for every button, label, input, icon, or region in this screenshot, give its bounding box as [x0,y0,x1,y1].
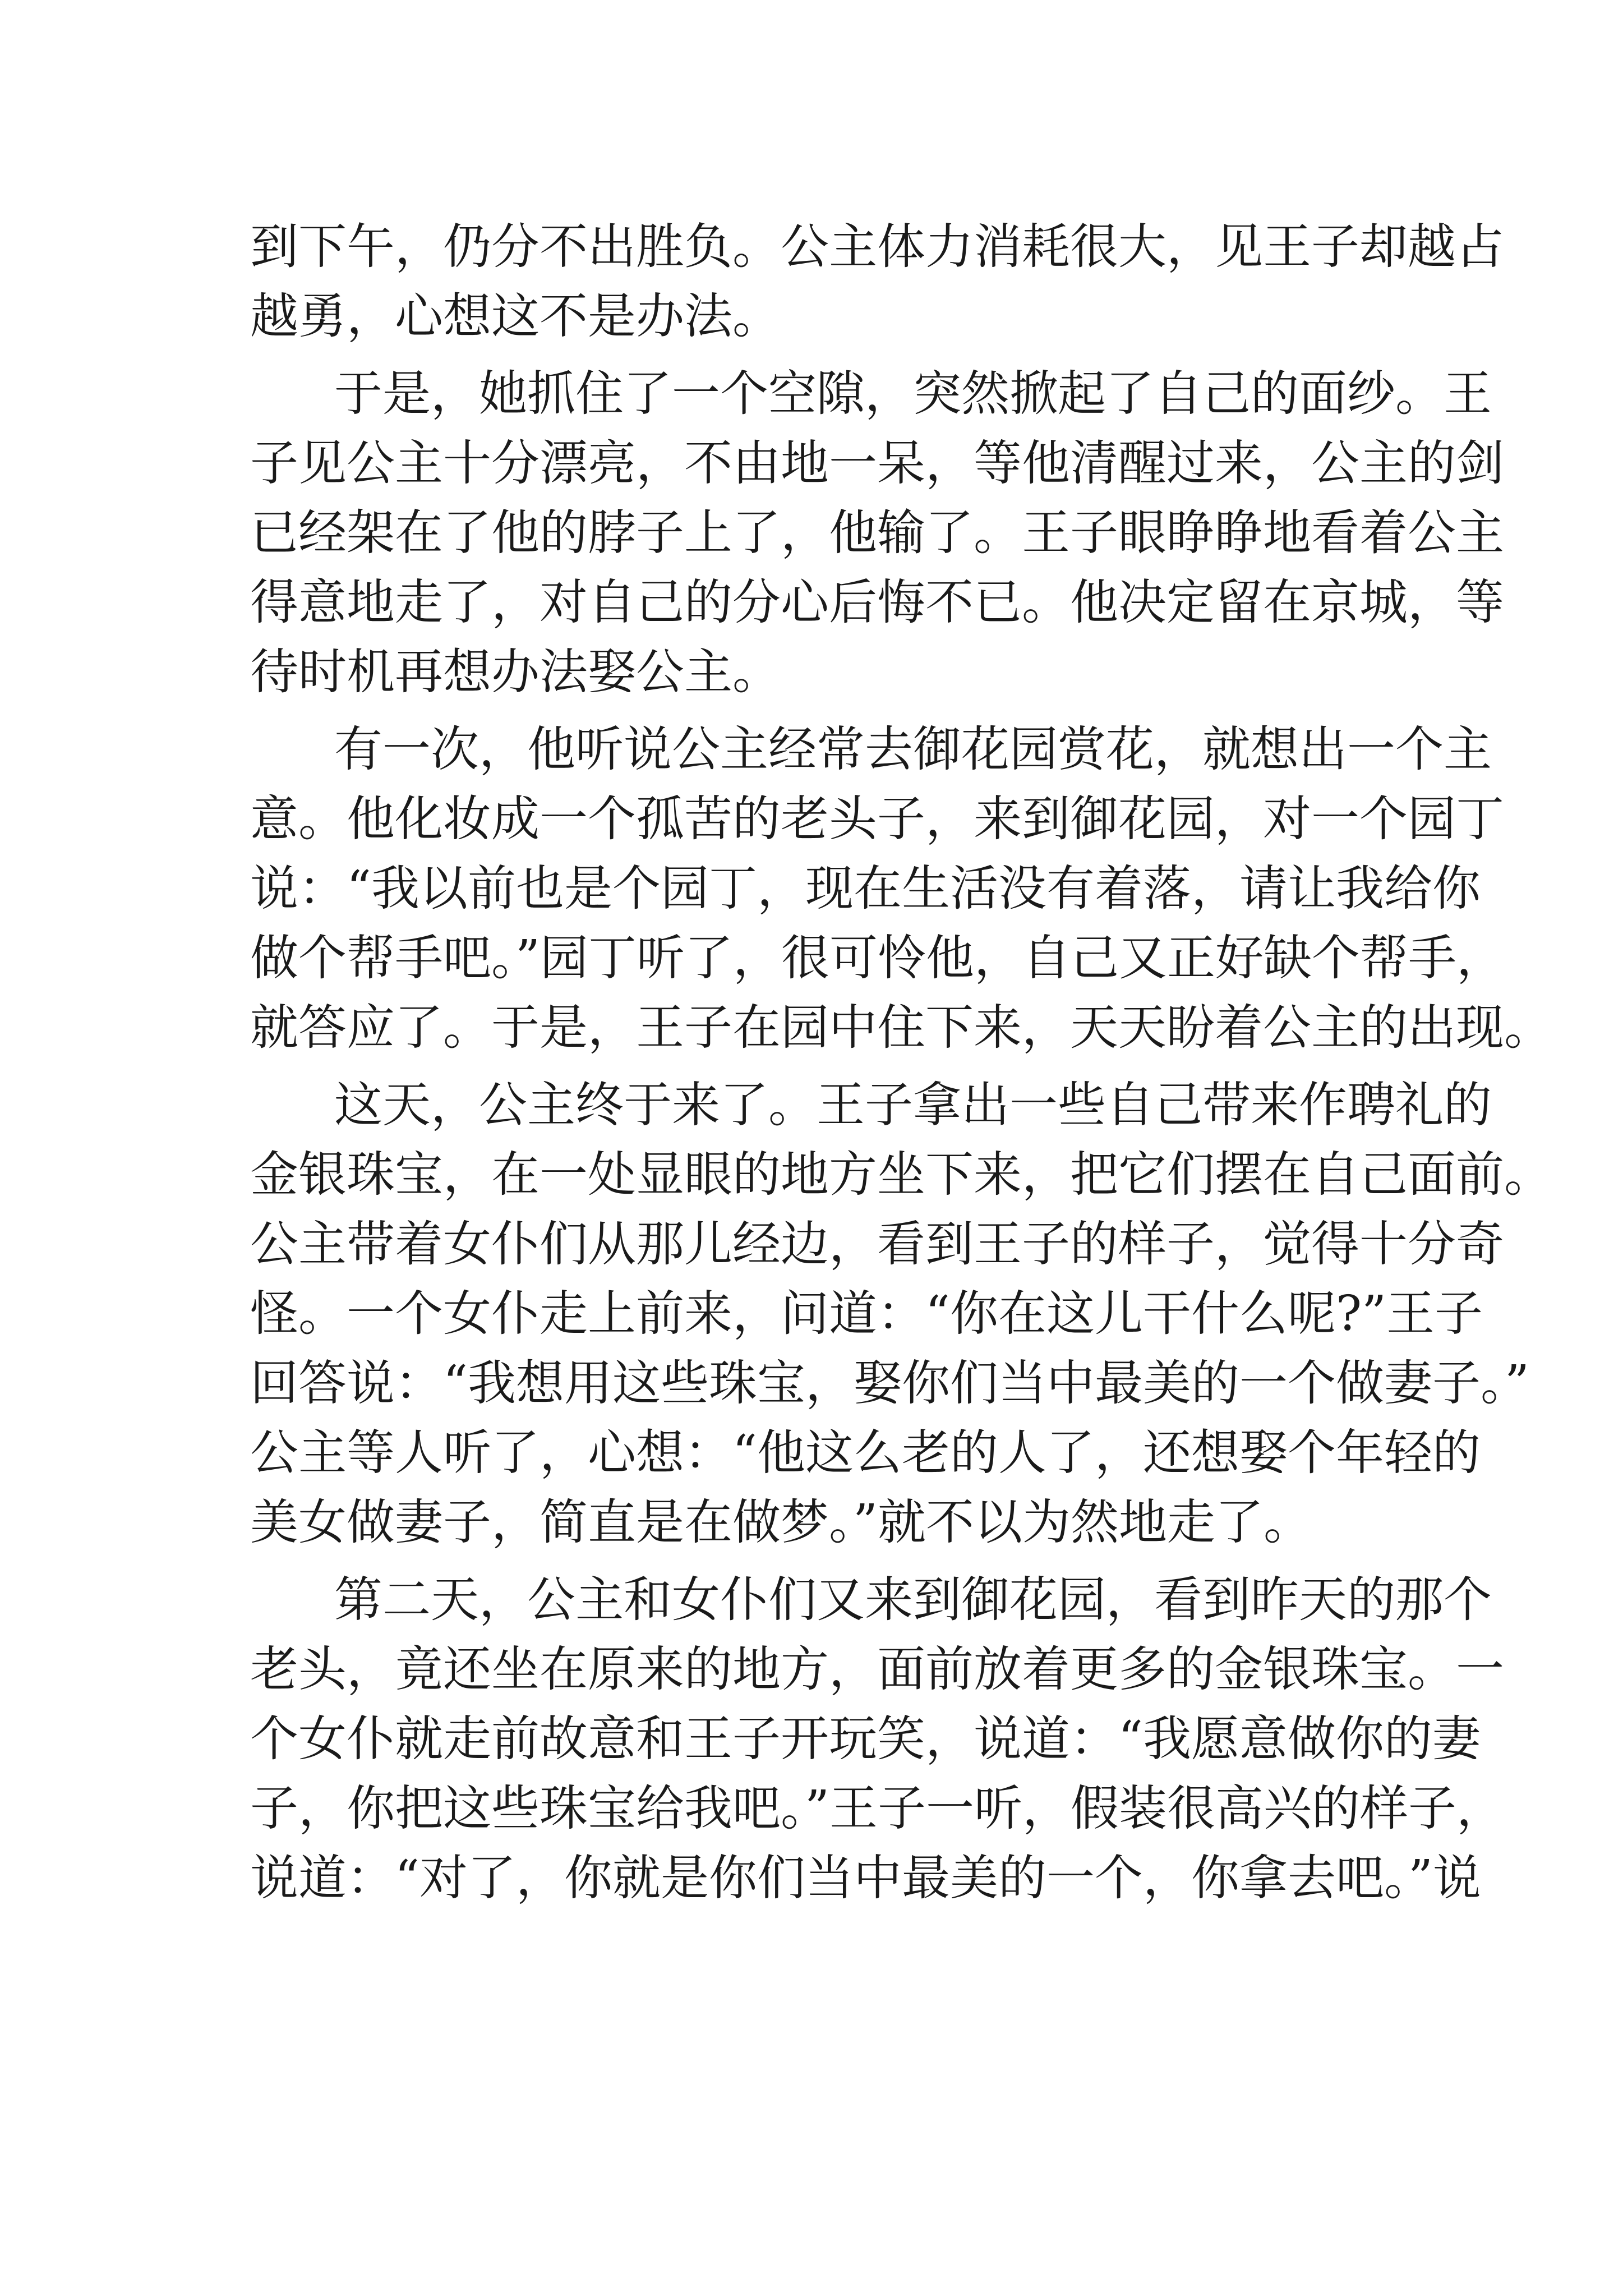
paragraph-start-line: 于是，她抓住了一个空隙，突然掀起了自己的面纱。王 [334,366,1492,422]
paragraph-start-line: 有一次，他听说公主经常去御花园赏花，就想出一个主 [334,721,1492,777]
text-line: 美女做妻子，简直是在做梦。”就不以为然地走了。 [250,1494,1312,1550]
paragraph-start-line: 这天，公主终于来了。王子拿出一些自己带来作聘礼的 [334,1077,1492,1133]
text-line: 越勇，心想这不是办法。 [250,288,781,344]
text-line: 做个帮手吧。”园丁听了，很可怜他，自己又正好缺个帮手， [250,930,1505,986]
paragraph-start-line: 第二天，公主和女仆们又来到御花园，看到昨天的那个 [334,1572,1492,1628]
story-text [250,212,1552,1913]
text-line: 子见公主十分漂亮，不由地一呆，等他清醒过来，公主的剑 [250,435,1504,491]
text-line: 到下午，仍分不出胜负。公主体力消耗很大，见王子却越占 [250,219,1504,275]
text-line: 说：“我以前也是个园丁，现在生活没有着落，请让我给你 [250,861,1481,917]
text-line: 金银珠宝，在一处显眼的地方坐下来，把它们摆在自己面前。 [250,1147,1552,1203]
text-line: 回答说：“我想用这些珠宝，娶你们当中最美的一个做妻子。” [250,1355,1529,1411]
text-line: 就答应了。于是，王子在园中住下来，天天盼着公主的出现。 [250,1000,1552,1056]
text-line: 待时机再想办法娶公主。 [250,644,781,700]
text-line: 公主带着女仆们从那儿经边，看到王子的样子，觉得十分奇 [250,1216,1504,1272]
text-line: 已经架在了他的脖子上了，他输了。王子眼睁睁地看着公主 [250,505,1504,561]
text-line: 子，你把这些珠宝给我吧。”王子一听，假装很高兴的样子， [250,1780,1505,1837]
text-line: 个女仆就走前故意和王子开玩笑，说道：“我愿意做你的妻 [250,1711,1481,1767]
text-line: 意。他化妆成一个孤苦的老头子，来到御花园，对一个园丁 [250,791,1504,847]
text-line: 说道：“对了，你就是你们当中最美的一个，你拿去吧。”说 [250,1850,1481,1906]
text-line: 怪。一个女仆走上前来，问道：“你在这儿干什么呢?”王子 [250,1286,1483,1342]
text-line: 公主等人听了，心想：“他这么老的人了，还想娶个年轻的 [250,1425,1481,1481]
text-line: 得意地走了，对自己的分心后悔不已。他决定留在京城，等 [250,574,1504,631]
text-line: 老头，竟还坐在原来的地方，面前放着更多的金银珠宝。一 [250,1641,1504,1697]
